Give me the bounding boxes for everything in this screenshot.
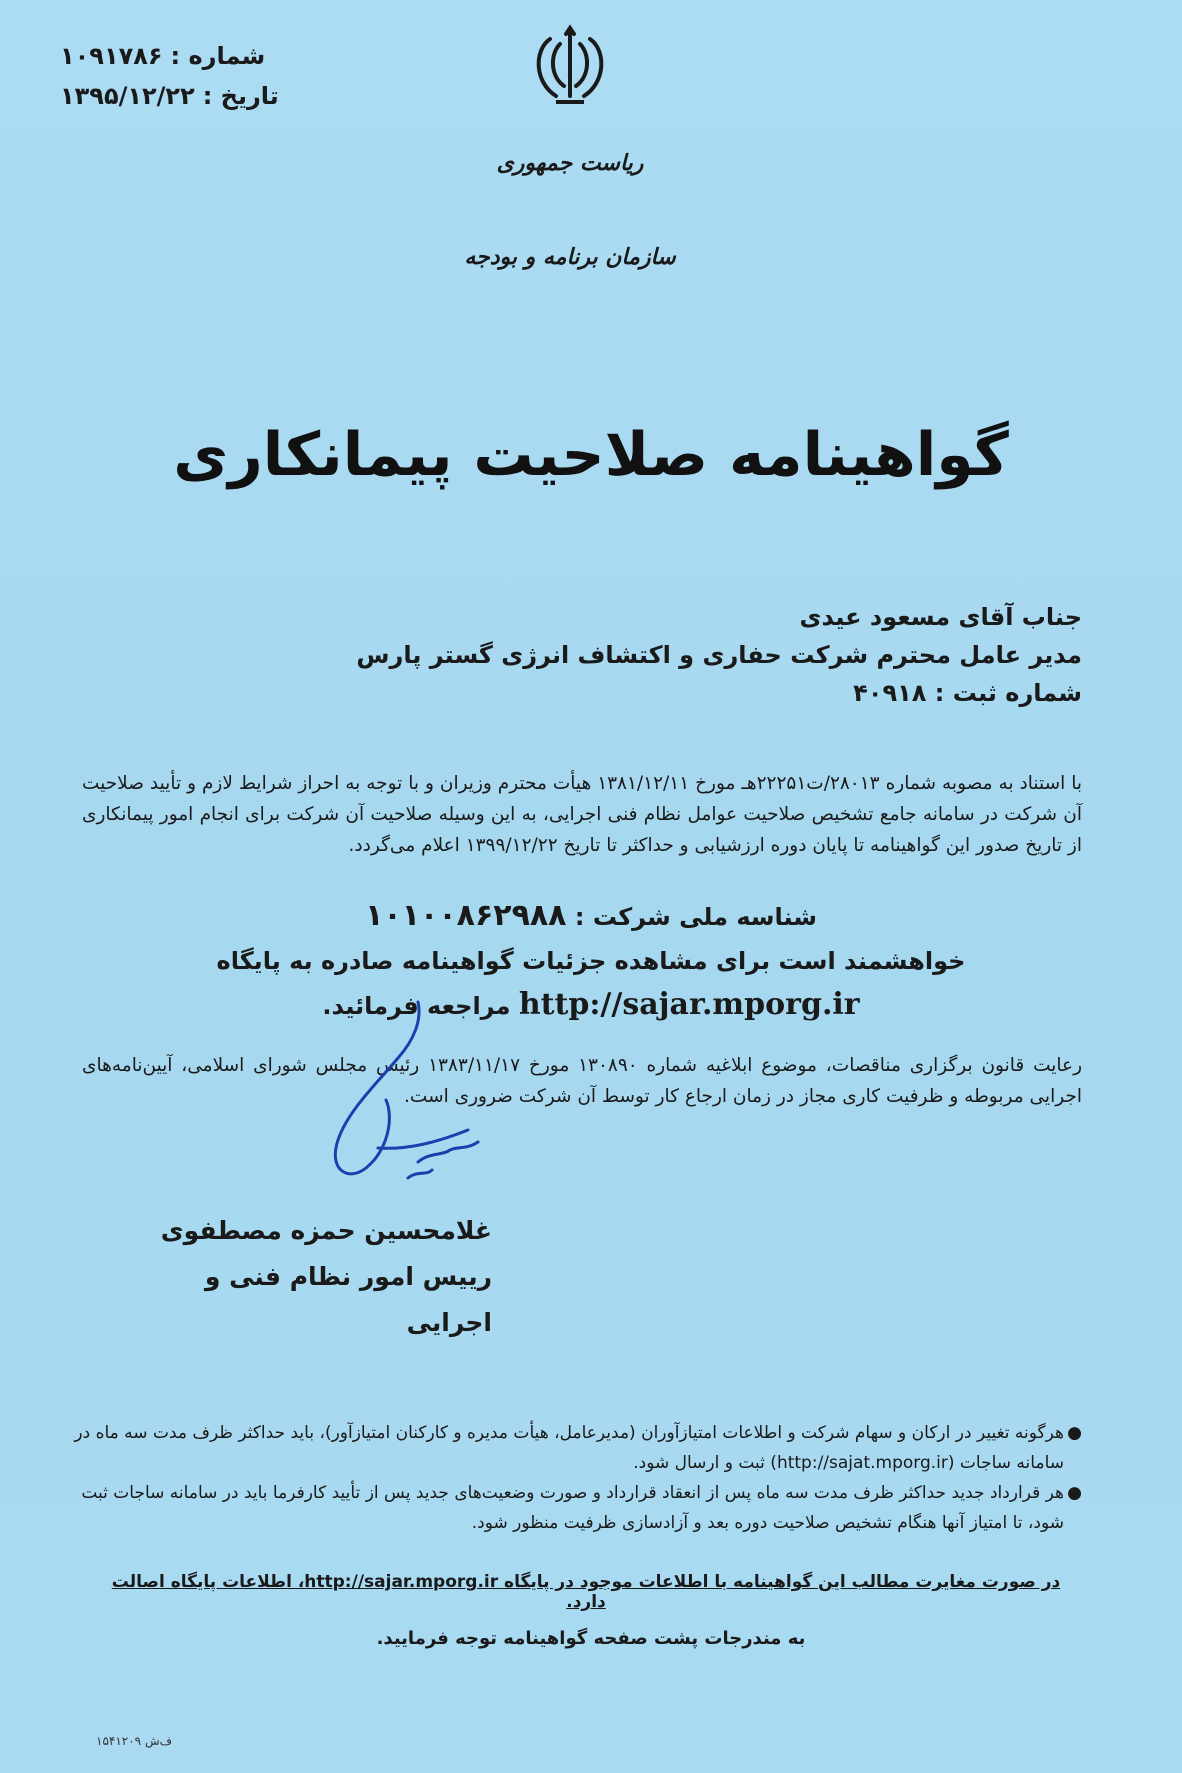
document-date-label: تاریخ : <box>202 82 279 110</box>
discrepancy-note: در صورت مغایرت مطالب این گواهینامه با اطلاعات موجود در پایگاه http://sajar.mporg.ir، اطلاعات پایگاه اصالت دارد. <box>111 1572 1061 1612</box>
bullet-icon: ● <box>1067 1423 1082 1443</box>
list-item <box>72 1478 1082 1538</box>
body-paragraph-2: رعایت قانون برگزاری مناقصات، موضوع ابلاغیه شماره ۱۳۰۸۹۰ مورخ ۱۳۸۳/۱۱/۱۷ رئیس مجلس شورای اسلامی، آیین‌نامه‌های اجرایی مربوطه و ظرفیت کاری مجاز در زمان ارجاع کار توسط آن شرکت ضروری است. <box>82 1055 1083 1107</box>
document-meta <box>60 36 300 116</box>
signer-position: رییس امور نظام فنی و اجرایی <box>204 1262 492 1337</box>
national-id-label: شناسه ملی شرکت : <box>574 903 817 931</box>
bullet-icon: ● <box>1067 1483 1082 1503</box>
addressee-block <box>182 598 1082 712</box>
signer-name: غلامحسین حمزه مصطفوی <box>160 1216 492 1245</box>
document-number-row <box>60 36 300 76</box>
list-item <box>72 1418 1082 1478</box>
certificate-title: گواهینامه صلاحیت پیمانکاری <box>173 420 1009 490</box>
national-id-block <box>100 894 1082 1028</box>
document-number-label: شماره : <box>170 42 266 70</box>
iran-emblem-icon <box>520 24 620 114</box>
document-date-value: ۱۳۹۵/۱۲/۲۲ <box>60 82 195 110</box>
body-paragraph: با استناد به مصوبه شماره ۲۸۰۱۳/ت۲۲۲۵۱هـ مورخ ۱۳۸۱/۱۲/۱۱ هیأت محترم وزیران و با توجه به احراز شرایط لازم و تأیید صلاحیت آن شرکت در سامانه جامع تشخیص صلاحیت عوامل نظام فنی اجرایی، به این وسیله صلاحیت آن شرکت برای انجام امور پیمانکاری از تاریخ صدور این گواهینامه تا پایان دوره ارزشیابی و حداکثر تا تاریخ ۱۳۹۹/۱۲/۲۲ اعلام می‌گردد. <box>82 773 1082 856</box>
visit-text: خواهشمند است برای مشاهده جزئیات گواهینامه صادره به پایگاه <box>216 947 966 975</box>
visit-url-link[interactable]: http://sajar.mporg.ir <box>518 987 860 1022</box>
visit-url-row <box>100 983 1082 1028</box>
registration-number: شماره ثبت : ۴۰۹۱۸ <box>853 679 1082 707</box>
back-page-note: به مندرجات پشت صفحه گواهینامه توجه فرمایید. <box>376 1628 806 1649</box>
signer-block <box>132 1208 492 1346</box>
note-text-2: هر قرارداد جدید حداکثر ظرف مدت سه ماه پس از انعقاد قرارداد و صورت وضعیت‌های جدید پس از تأیید کارفرما باید در سامانه ساجات ثبت شود، تا امتیاز آنها هنگام تشخیص صلاحیت دوره بعد و آزادسازی ظرفیت منظور شود. <box>81 1483 1064 1533</box>
signature-icon <box>318 1000 498 1230</box>
notes-list <box>72 1418 1082 1538</box>
addressee-name: جناب آقای مسعود عیدی <box>799 603 1082 631</box>
visit-suffix: مراجعه فرمائید. <box>322 992 511 1020</box>
document-date-row <box>60 76 300 116</box>
form-code: ف‌ش ۱۵۴۱۲۰۹ <box>96 1734 173 1748</box>
national-id-row <box>100 894 1082 939</box>
org-presidency: ریاست جمهوری <box>496 150 644 176</box>
national-id-value: ۱۰۱۰۰۸۶۲۹۸۸ <box>365 898 567 933</box>
note-text-1: هرگونه تغییر در ارکان و سهام شرکت و اطلاعات امتیازآوران (مدیرعامل، هیأت مدیره و کارکنان امتیازآور)، باید حداکثر ظرف مدت سه ماه در سامانه ساجات (http://sajat.mporg.ir) ثبت و ارسال شود. <box>74 1423 1064 1473</box>
addressee-role: مدیر عامل محترم شرکت حفاری و اکتشاف انرژی گستر پارس <box>356 641 1082 669</box>
document-number-value: ۱۰۹۱۷۸۶ <box>60 42 163 70</box>
org-plan-budget: سازمان برنامه و بودجه <box>464 244 676 270</box>
